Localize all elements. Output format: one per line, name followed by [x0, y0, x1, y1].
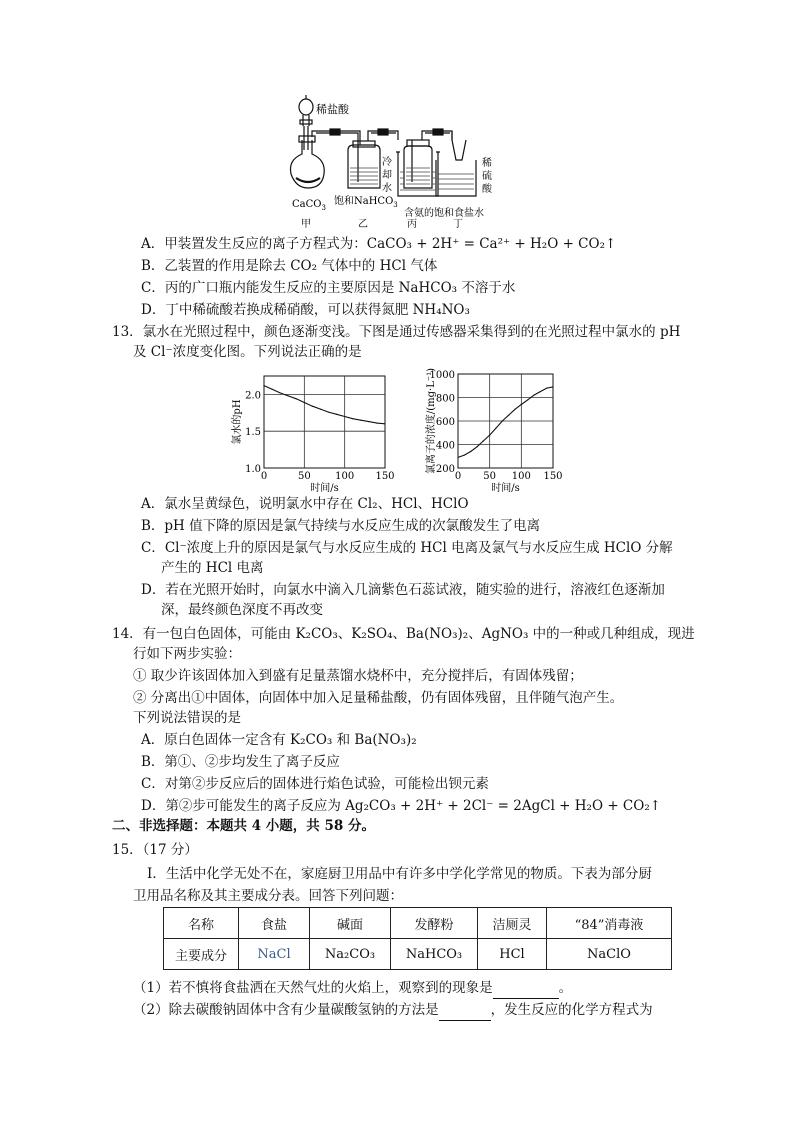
q13-stem-2: 及 Cl⁻浓度变化图。下列说法正确的是	[133, 344, 362, 360]
data-point	[540, 391, 541, 392]
x-axis-label: 时间/s	[310, 483, 339, 494]
answer-blank[interactable]	[439, 1000, 491, 1021]
data-point	[457, 457, 458, 458]
data-point	[312, 406, 313, 407]
table-cell: NaCl	[239, 939, 310, 970]
q13-option-c-1: C．Cl⁻浓度上升的原因是氯气与水反应生成的 HCl 电离及氯气与水反应生成 HClO 分解	[141, 540, 673, 556]
data-point	[533, 395, 534, 396]
h2so4-label: 稀硫酸	[482, 158, 492, 195]
caco3-label: CaCO$_3$	[292, 199, 326, 212]
table-cell: NaClO	[547, 939, 672, 970]
series-line	[264, 386, 385, 424]
acid-label: 稀盐酸	[316, 103, 349, 116]
data-point	[344, 416, 345, 417]
table-cell: 洁厕灵	[478, 908, 547, 939]
q14-ask: 下列说法错误的是	[133, 710, 241, 726]
y-tick-label: 800	[435, 393, 455, 405]
q13-charts	[0, 364, 794, 494]
y-tick-label: 400	[435, 440, 455, 452]
x-tick-label: 100	[335, 471, 355, 482]
x-tick-label: 150	[375, 471, 395, 482]
q14-stem-1: 14．有一包白色固体，可能由 K₂CO₃、K₂SO₄、Ba(NO₃)₂、AgNO₃ 中的一种或几种组成，现进	[112, 626, 695, 642]
ding-label: 丁	[453, 219, 463, 230]
q13-option-b: B．pH 值下降的原因是氯气持续与水反应生成的次氯酸发生了电离	[141, 518, 541, 534]
data-point	[527, 399, 528, 400]
jia-label: 甲	[301, 219, 311, 230]
q14-option-d: D．第②步可能发生的离子反应为 Ag₂CO₃ + 2H⁺ + 2Cl⁻ = 2AgCl + H₂O + CO₂↑	[141, 798, 662, 814]
q15-sub-1-end: 。	[558, 980, 573, 996]
data-point	[368, 421, 369, 422]
q14-option-b: B．第①、②步均发生了离子反应	[141, 754, 340, 770]
q14-option-c: C．对第②步反应后的固体进行焰色试验，可能检出钡元素	[141, 776, 489, 792]
q13-option-d-2: 深，最终颜色深度不再改变	[161, 602, 323, 618]
y-tick-label: 200	[435, 464, 455, 475]
table-cell: “84”消毒液	[547, 908, 672, 939]
y-tick-label: 2.0	[245, 390, 261, 402]
data-point	[521, 404, 522, 405]
y-axis-label: 氯水的pH	[232, 399, 243, 445]
data-point	[296, 398, 297, 399]
data-point	[476, 446, 477, 447]
data-point	[489, 435, 490, 436]
data-point	[304, 402, 305, 403]
q15-heading: 15．（17 分）	[112, 842, 198, 858]
nh3-brine-label: 含氨的饱和食盐水	[404, 208, 484, 219]
q13-option-c-2: 产生的 HCl 电离	[161, 560, 264, 576]
table-cell: 碱面	[310, 908, 391, 939]
y-tick-label: 1.0	[245, 464, 261, 475]
data-point	[552, 386, 553, 387]
q15-intro-1: Ⅰ．生活中化学无处不在，家庭厨卫用品中有许多中学化学常见的物质。下表为部分厨	[147, 866, 652, 882]
data-point	[271, 389, 272, 390]
answer-blank[interactable]	[493, 978, 559, 999]
q14-step-1: ① 取少许该固体加入到盛有足量蒸馏水烧杯中，充分搅拌后，有固体残留；	[133, 668, 583, 684]
data-point	[502, 420, 503, 421]
y-tick-label: 1.5	[245, 427, 261, 439]
data-point	[320, 409, 321, 410]
table-cell: Na₂CO₃	[310, 939, 391, 970]
data-point	[384, 423, 385, 424]
data-point	[336, 414, 337, 415]
data-point	[514, 409, 515, 410]
table-cell: HCl	[478, 939, 547, 970]
table-cell: 发酵粉	[391, 908, 478, 939]
table-head-name: 名称	[164, 908, 239, 939]
q15-sub-2	[133, 1000, 653, 1021]
q14-option-a: A．原白色固体一定含有 K₂CO₃ 和 Ba(NO₃)₂	[141, 732, 417, 748]
ingredient-table	[163, 907, 672, 970]
data-point	[263, 385, 264, 386]
q15-sub-1	[133, 978, 572, 999]
table-cell: NaHCO₃	[391, 939, 478, 970]
yi-label: 乙	[358, 219, 368, 230]
q13-stem-1: 13．氯水在光照过程中，颜色逐渐变浅。下图是通过传感器采集得到的在光照过程中氯水的 pH	[112, 324, 681, 340]
q14-stem-2: 行如下两步实验：	[133, 646, 241, 662]
data-point	[508, 415, 509, 416]
x-tick-label: 100	[511, 471, 531, 482]
data-point	[352, 418, 353, 419]
section-2-heading: 二、非选择题：本题共 4 小题，共 58 分。	[112, 818, 375, 834]
y-tick-label: 1000	[429, 370, 455, 381]
q12-option-d: D．丁中稀硫酸若换成稀硝酸，可以获得氮肥 NH₄NO₃	[141, 302, 470, 318]
x-tick-label: 50	[297, 471, 311, 482]
q15-intro-2: 卫用品名称及其主要成分表。回答下列问题：	[133, 888, 403, 904]
q14-step-2: ② 分离出①中固体，向固体中加入足量稀盐酸，仍有固体残留，且伴随气泡产生。	[133, 690, 624, 706]
q13-option-d-1: D．若在光照开始时，向氯水中滴入几滴紫色石蕊试液，随实验的进行，溶液红色逐渐加	[141, 582, 665, 598]
x-tick-label: 0	[454, 471, 462, 482]
x-tick-label: 50	[483, 471, 497, 482]
q12-option-c: C．丙的广口瓶内能发生反应的主要原因是 NaHCO₃ 不溶于水	[141, 280, 516, 296]
chart-frame	[264, 376, 385, 468]
q12-option-b: B．乙装置的作用是除去 CO₂ 气体中的 HCl 气体	[141, 258, 438, 274]
data-point	[360, 420, 361, 421]
data-point	[288, 395, 289, 396]
data-point	[470, 451, 471, 452]
data-point	[464, 454, 465, 455]
x-tick-label: 150	[543, 471, 563, 482]
apparatus-diagram	[0, 0, 794, 232]
q15-sub-1-text: （1）若不慎将食盐洒在天然气灶的火焰上，观察到的现象是	[133, 980, 493, 996]
table-row	[164, 939, 672, 970]
table-row	[164, 908, 672, 939]
table-head-component: 主要成分	[164, 939, 239, 970]
q15-sub-2-text: （2）除去碳酸钠固体中含有少量碳酸氢钠的方法是	[133, 1002, 439, 1018]
q12-option-a: A．甲装置发生反应的离子方程式为：CaCO₃ + 2H⁺ = Ca²⁺ + H₂O + CO₂↑	[141, 236, 617, 252]
data-point	[495, 427, 496, 428]
y-axis-label: 氯离子的浓度/(mg·L⁻¹)	[426, 367, 437, 475]
table-cell: 食盐	[239, 908, 310, 939]
bing-label: 丙	[407, 219, 417, 230]
x-tick-label: 0	[260, 471, 268, 482]
q13-option-a: A．氯水呈黄绿色，说明氯水中存在 Cl₂、HCl、HClO	[141, 496, 469, 512]
x-axis-label: 时间/s	[491, 483, 520, 494]
data-point	[280, 392, 281, 393]
data-point	[376, 423, 377, 424]
cooling-water-label: 冷却水	[382, 157, 392, 194]
nahco3-label: 饱和NaHCO$_3$	[334, 196, 398, 209]
data-point	[328, 411, 329, 412]
data-point	[546, 388, 547, 389]
y-tick-label: 600	[435, 417, 455, 428]
q15-sub-2-end: ，发生反应的化学方程式为	[490, 1002, 653, 1018]
data-point	[483, 440, 484, 441]
